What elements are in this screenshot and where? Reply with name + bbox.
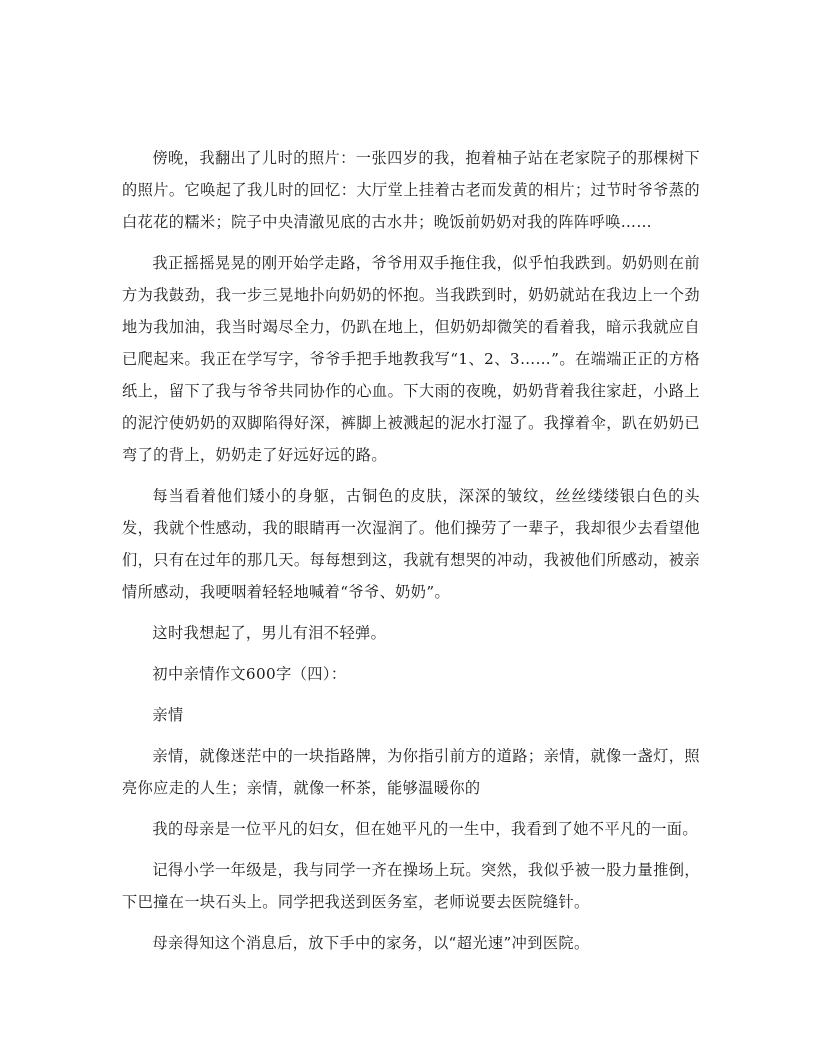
paragraph-hospital: 母亲得知这个消息后，放下手中的家务，以“超光速”冲到医院。 — [152, 934, 590, 952]
paragraph-mother: 我的母亲是一位平凡的妇女，但在她平凡的一生中，我看到了她不平凡的一面。 — [152, 820, 698, 838]
paragraph-old-photo: 傍晚，我翻出了儿时的照片：一张四岁的我，抱着柚子站在老家院子的那棵树下的照片。它唤起了我儿时的回忆：大厅堂上挂着古老而发黄的相片；过节时爷爷蒸的白花花的糯米；院子中央清澈见底的古水井；晚饭前奶奶对我的阵阵呼唤…… — [122, 149, 700, 231]
paragraph-family-love: 亲情，就像迷茫中的一块指路牌，为你指引前方的道路；亲情，就像一盏灯，照亮你应走的人生；亲情，就像一杯茶，能够温暖你的 — [122, 747, 700, 797]
document-body — [122, 142, 700, 959]
paragraph-men-dont-cry: 这时我想起了，男儿有泪不轻弹。 — [152, 624, 387, 642]
paragraph-grandparents: 每当看着他们矮小的身躯，古铜色的皮肤，深深的皱纹，丝丝缕缕银白色的头发，我就个性感动，我的眼睛再一次湿润了。他们操劳了一辈子，我却很少去看望他们，只有在过年的那几天。每每想到这，我就有想哭的冲动，我被他们所感动，被亲情所感动，我哽咽着轻轻地喊着“爷爷、奶奶”。 — [122, 487, 700, 601]
paragraph-childhood-memories: 我正摇摇晃晃的刚开始学走路，爷爷用双手拖住我，似乎怕我跌到。奶奶则在前方为我鼓劲，我一步三晃地扑向奶奶的怀抱。当我跌到时，奶奶就站在我边上一个劲地为我加油，我当时竭尽全力，仍趴在地上，但奶奶却微笑的看着我，暗示我就应自已爬起来。我正在学写字，爷爷手把手地教我写“1、2、3……”。在端端正正的方格纸上，留下了我与爷爷共同协作的心血。下大雨的夜晚，奶奶背着我往家赶，小路上的泥泞使奶奶的双脚陷得好深，裤脚上被溅起的泥水打湿了。我撑着伞，趴在奶奶已弯了的背上，奶奶走了好远好远的路。 — [122, 254, 700, 464]
section-heading: 初中亲情作文600字（四）： — [152, 665, 347, 683]
essay-title: 亲情 — [152, 706, 184, 724]
paragraph-playground: 记得小学一年级是，我与同学一齐在操场上玩。突然，我似乎被一股力量推倒，下巴撞在一块石头上。同学把我送到医务室，老师说要去医院缝针。 — [122, 861, 700, 911]
